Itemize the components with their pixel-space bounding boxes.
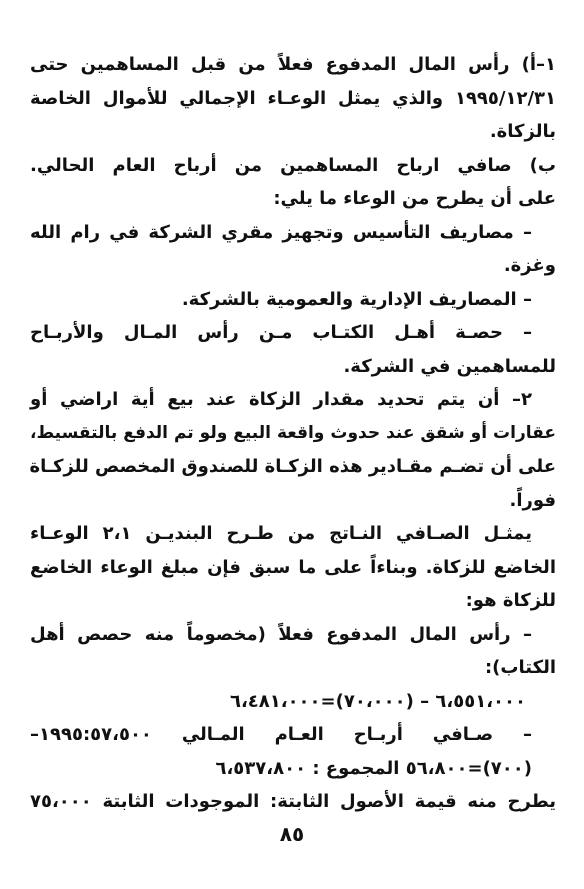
text-line: (٧٠٠)=٥٦،٨٠٠ المجموع : ٦،٥٣٧،٨٠٠ <box>215 757 532 779</box>
text-line: ١٩٩٥/١٢/٣١ والذي يمثل الوعـاء الإجمالي للأموال الخاصة <box>30 87 556 109</box>
text-line: يطرح منه قيمة الأصول الثابتة: الموجودات الثابتة ٧٥،٠٠٠ <box>30 791 556 812</box>
text-line: وغزة. <box>503 255 556 276</box>
text-line: الخاضع للزكاة. وبناءاً على ما سبق فإن مبلغ الوعاء الخاضع <box>30 556 556 578</box>
text-line: للزكاة هو: <box>465 590 556 611</box>
text-line: الكتاب): <box>484 657 556 678</box>
text-line: – حصـة أهـل الكتـاب مـن رأس المـال والأربـاح <box>30 322 532 343</box>
text-line: ١–أ) رأس المال المدفوع فعلاً من قبل المساهمين حتى <box>30 54 556 75</box>
text-line: بالزكاة. <box>489 121 556 142</box>
text-line: عقارات أو شقق عند حدوث واقعة البيع ولو تم الدفع بالتقسيط، <box>30 422 556 443</box>
text-line: ب) صافي ارباح المساهمين من أرباح العام الحالي. <box>30 154 556 176</box>
text-line: على أن يطرح من الوعاء ما يلي: <box>273 188 556 209</box>
text-line: – المصاريف الإدارية والعمومية بالشركة. <box>181 288 532 310</box>
text-line: – رأس المال المدفوع فعلاً (مخصوماً منه حصص أهل <box>30 623 532 645</box>
text-line: ٢– أن يتم تحديد مقدار الزكاة عند بيع أية اراضي أو <box>30 389 532 410</box>
text-line: – صـافي أربـاح العـام المـالي ١٩٩٥:٥٧،٥٠٠– <box>30 724 532 745</box>
text-line: على أن تضـم مقـادير هذه الزكـاة للصندوق المخصص للزكـاة <box>29 456 556 477</box>
text-line: للمساهمين في الشركة. <box>343 355 556 377</box>
text-line: فوراً. <box>509 489 556 511</box>
text-line: ٦،٥٥١،٠٠٠ – (٧٠،٠٠٠)=٦،٤٨١،٠٠٠ <box>229 690 526 712</box>
body-text <box>30 48 556 819</box>
text-line: – مصاريف التأسيس وتجهيز مقري الشركة في رام الله <box>30 221 532 243</box>
text-line: يمثـل الصـافي النـاتج من طـرح البنديـن ٢،١ الوعـاء <box>30 523 533 544</box>
page-number: ٨٥ <box>279 822 305 846</box>
